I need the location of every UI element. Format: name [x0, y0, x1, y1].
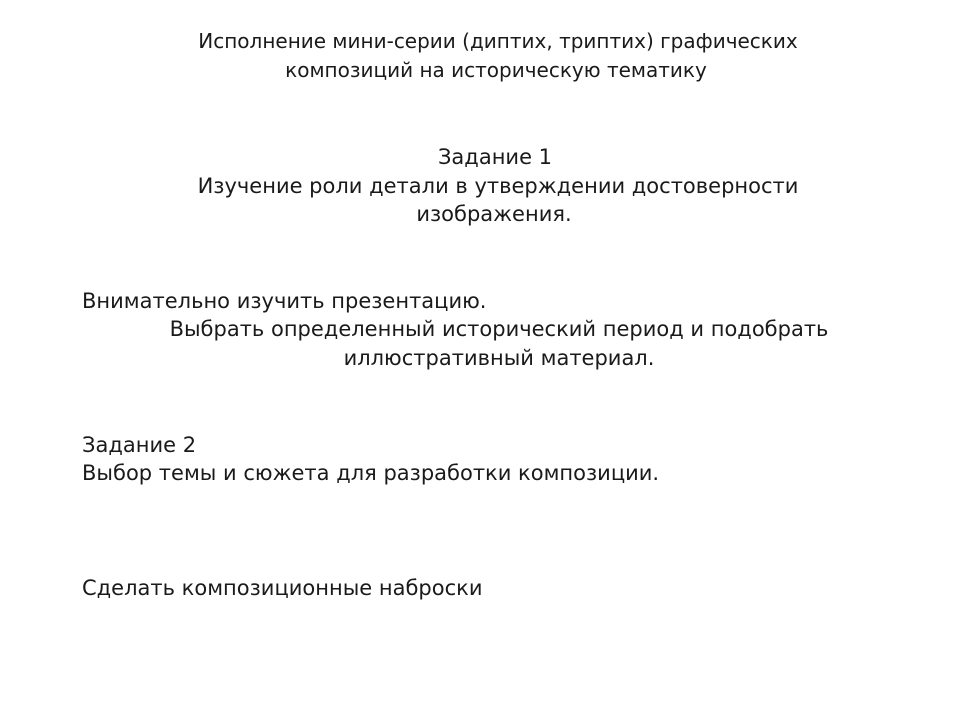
instructions-line-3: иллюстративный материал.	[343, 346, 655, 370]
instructions-line-1: Внимательно изучить презентацию.	[82, 289, 487, 313]
task-1-line-1: Изучение роли детали в утверждении достоверности	[197, 174, 799, 198]
final-step-line-1: Сделать композиционные наброски	[82, 576, 483, 600]
instructions-line-2: Выбрать определенный исторический период и подобрать	[169, 317, 829, 341]
title-line-2: композиций на историческую тематику	[285, 58, 707, 82]
task-1-line-2: изображения.	[416, 202, 572, 226]
task-1-heading: Задание 1	[437, 145, 553, 169]
task-2-heading: Задание 2	[82, 433, 197, 457]
title-line-1: Исполнение мини-серии (диптих, триптих) графических	[198, 29, 798, 53]
task-2-line-1: Выбор темы и сюжета для разработки композиции.	[82, 461, 660, 485]
